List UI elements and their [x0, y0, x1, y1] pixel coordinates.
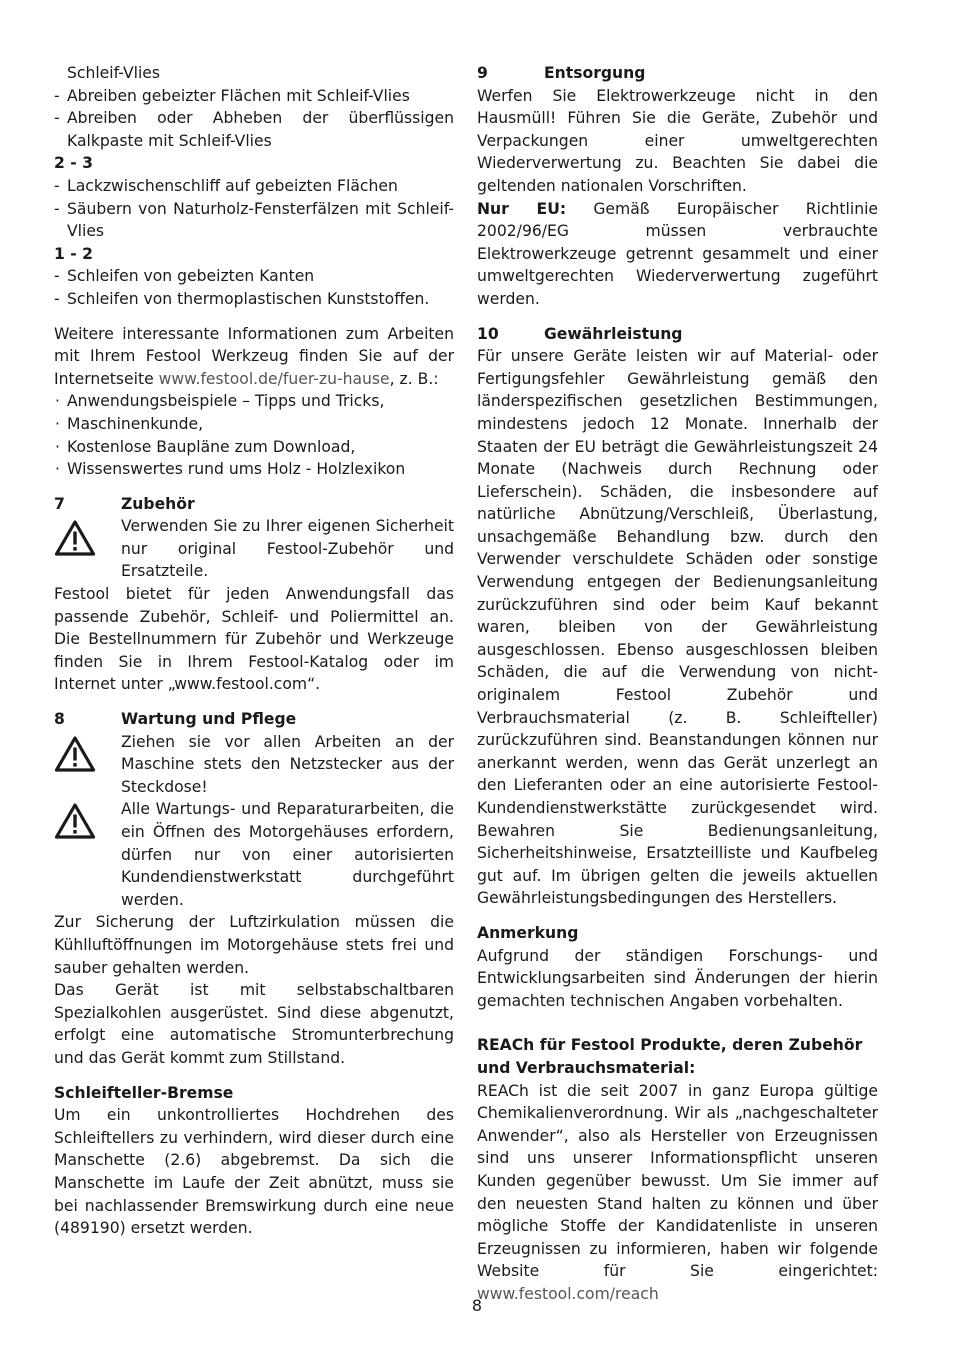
page-number: 8: [471, 1296, 483, 1315]
section-number: 9: [477, 64, 488, 82]
paragraph: Um ein unkontrolliertes Hochdrehen des Schleiftellers zu verhindern, wird dieser durch eine Manschette (2.6) abgebremst. Da sich die Manschette im Laufe der Zeit abnützt, muss sie bei nachlassender Bremswirkung durch eine neue (489190) ersetzt werden.: [54, 1106, 454, 1238]
grade-label: 2 - 3: [54, 154, 94, 173]
paragraph: Werfen Sie Elektrowerkzeuge nicht in den Hausmüll! Führen Sie die Geräte, Zubehör und Verpackungen einer umweltgerechten Wiederverwertung zu. Beachten Sie dabei die geltenden nationalen Vorschriften.: [477, 86, 878, 195]
info-paragraph: Weitere interessante Informationen zum Arbeiten mit Ihrem Festool Werkzeug finden Sie auf der Internetseite www.festool.de/fuer-zu-hause, z. B.:: [54, 324, 454, 388]
section-title: Zubehör: [121, 494, 195, 513]
list-continuation: Schleif-Vlies: [67, 64, 161, 82]
eu-label: Nur EU:: [477, 199, 567, 218]
subheading: REACh für Festool Produkte, deren Zubehör und Verbrauchsmaterial:: [477, 1036, 863, 1077]
section-number: 8: [54, 710, 65, 729]
list-item: - Abreiben gebeizter Flächen mit Schleif-Vlies: [54, 85, 454, 108]
paragraph: REACh ist die seit 2007 in ganz Europa gültige Chemikalienverordnung. Wir als „nachgeschalteter Anwender“, also als Hersteller von Erzeugnissen sind uns unserer Informationspflicht unseren Kunden gegenüber bewusst. Um Sie immer auf den neuesten Stand halten zu können und über mögliche Stoffe der Kandidatenliste in unseren Erzeugnissen zu informieren, haben wir folgende Website für Sie eingerichtet: www.festool.com/reach: [477, 1081, 878, 1303]
subheading: Anmerkung: [477, 923, 579, 942]
paragraph: Das Gerät ist mit selbstabschaltbaren Spezialkohlen ausgerüstet. Sind diese abgenutzt, erfolgt eine automatische Stromunterbrechung und das Gerät kommt zum Stillstand.: [54, 981, 454, 1067]
list-item: - Abreiben oder Abheben der überflüssigen Kalkpaste mit Schleif-Vlies: [54, 107, 454, 152]
reach-link[interactable]: www.festool.com/reach: [477, 1284, 659, 1303]
spacer: [54, 696, 454, 708]
paragraph: Aufgrund der ständigen Forschungs- und Entwicklungsarbeiten sind Änderungen der hierin gemachten technischen Angaben vorbehalten.: [477, 946, 878, 1010]
list-item: - Schleifen von gebeizten Kanten: [54, 265, 454, 288]
spacer: [54, 311, 454, 323]
subheading: Schleifteller-Bremse: [54, 1083, 234, 1102]
warning-block: [54, 515, 454, 583]
warning-block: [54, 798, 454, 911]
eu-paragraph: Nur EU: Gemäß Europäischer Richtlinie 2002/96/EG müssen verbrauchte Elektrowerkzeuge getrennt gesammelt und einer umweltgerechten Wiederverwertung zugeführt werden.: [477, 199, 878, 308]
warning-text: Alle Wartungs- und Reparaturarbeiten, die ein Öffnen des Motorgehäuses erfordern, dürfen nur von einer autorisierten Kundendienstwerkstatt durchgeführt werden.: [121, 800, 454, 909]
section-title: Gewährleistung: [544, 324, 683, 343]
section-number: 7: [54, 494, 65, 513]
section-number: 10: [477, 324, 499, 343]
left-column: [54, 62, 454, 1240]
list-item: · Maschinenkunde,: [54, 413, 454, 436]
grade-label: 1 - 2: [54, 244, 94, 263]
section-heading-10: [477, 323, 878, 346]
paragraph: Für unsere Geräte leisten wir auf Material- oder Fertigungsfehler Gewährleistung gemäß den länderspezifischen gesetzlichen Bestimmungen, mindestens jedoch 12 Monate. Innerhalb der Staaten der EU beträgt die Gewährleistungszeit 24 Monate (Nachweis durch Rechnung oder Lieferschein). Schäden, die insbesondere auf natürliche Abnützung/Verschleiß, Überlastung, unsachgemäße Behandlung bzw. durch den Verwender verschuldete Schäden oder sonstige Verwendung entgegen der Bedienungsanleitung zurückzuführen sind oder beim Kauf bekannt waren, bleiben von der Gewährleistung ausgeschlossen. Ebenso ausgeschlossen bleiben Schäden, die auf die Verwendung von nicht-originalem Festool Zubehör und Verbrauchsmaterial (z. B. Schleifteller) zurückzuführen sind. Beanstandungen können nur anerkannt werden, wenn das Gerät unzerlegt an den Lieferanten oder an eine autorisierte Festool-Kundendienstwerkstätte zurückgesendet wird. Bewahren Sie Bedienungsanleitung, Sicherheitshinweise, Ersatzteilliste und Kaufbeleg gut auf. Im übrigen gelten die jeweils aktuellen Gewährleistungsbedingungen des Herstellers.: [477, 347, 878, 908]
warning-triangle-icon: [54, 798, 121, 911]
warning-triangle-icon: [54, 731, 121, 799]
section-heading-7: [54, 493, 454, 516]
spacer: [54, 1070, 454, 1082]
list-item: - Säubern von Naturholz-Fensterfälzen mit Schleif-Vlies: [54, 198, 454, 243]
list-item: - Schleifen von thermoplastischen Kunststoffen.: [54, 288, 454, 311]
list-item: · Kostenlose Baupläne zum Download,: [54, 436, 454, 459]
warning-text: Verwenden Sie zu Ihrer eigenen Sicherheit nur original Festool-Zubehör und Ersatzteile.: [121, 517, 454, 581]
paragraph: Festool bietet für jeden Anwendungsfall das passende Zubehör, Schleif- und Poliermittel an. Die Bestellnummern für Zubehör und Werkzeuge finden Sie in Ihrem Festool-Katalog oder im Internet unter „www.festool.com“.: [54, 585, 454, 694]
spacer: [54, 481, 454, 493]
paragraph: Zur Sicherung der Luftzirkulation müssen die Kühlluftöffnungen im Motorgehäuse stets frei und sauber gehalten werden.: [54, 913, 454, 977]
section-heading-9: [477, 62, 878, 85]
warning-text: Ziehen sie vor allen Arbeiten an der Maschine stets den Netzstecker aus der Steckdose!: [121, 732, 454, 796]
festool-home-link[interactable]: www.festool.de/fuer-zu-hause: [158, 369, 390, 388]
warning-block: [54, 731, 454, 799]
section-heading-8: [54, 708, 454, 731]
right-column: [477, 62, 878, 1305]
list-item: - Lackzwischenschliff auf gebeizten Flächen: [54, 175, 454, 198]
list-item: · Anwendungsbeispiele – Tipps und Tricks,: [54, 390, 454, 413]
section-title: Wartung und Pflege: [121, 710, 297, 729]
spacer: [477, 1012, 878, 1034]
spacer: [477, 311, 878, 323]
spacer: [477, 910, 878, 922]
section-title: Entsorgung: [544, 64, 646, 82]
list-item: · Wissenswertes rund ums Holz - Holzlexikon: [54, 458, 454, 481]
warning-triangle-icon: [54, 515, 121, 583]
